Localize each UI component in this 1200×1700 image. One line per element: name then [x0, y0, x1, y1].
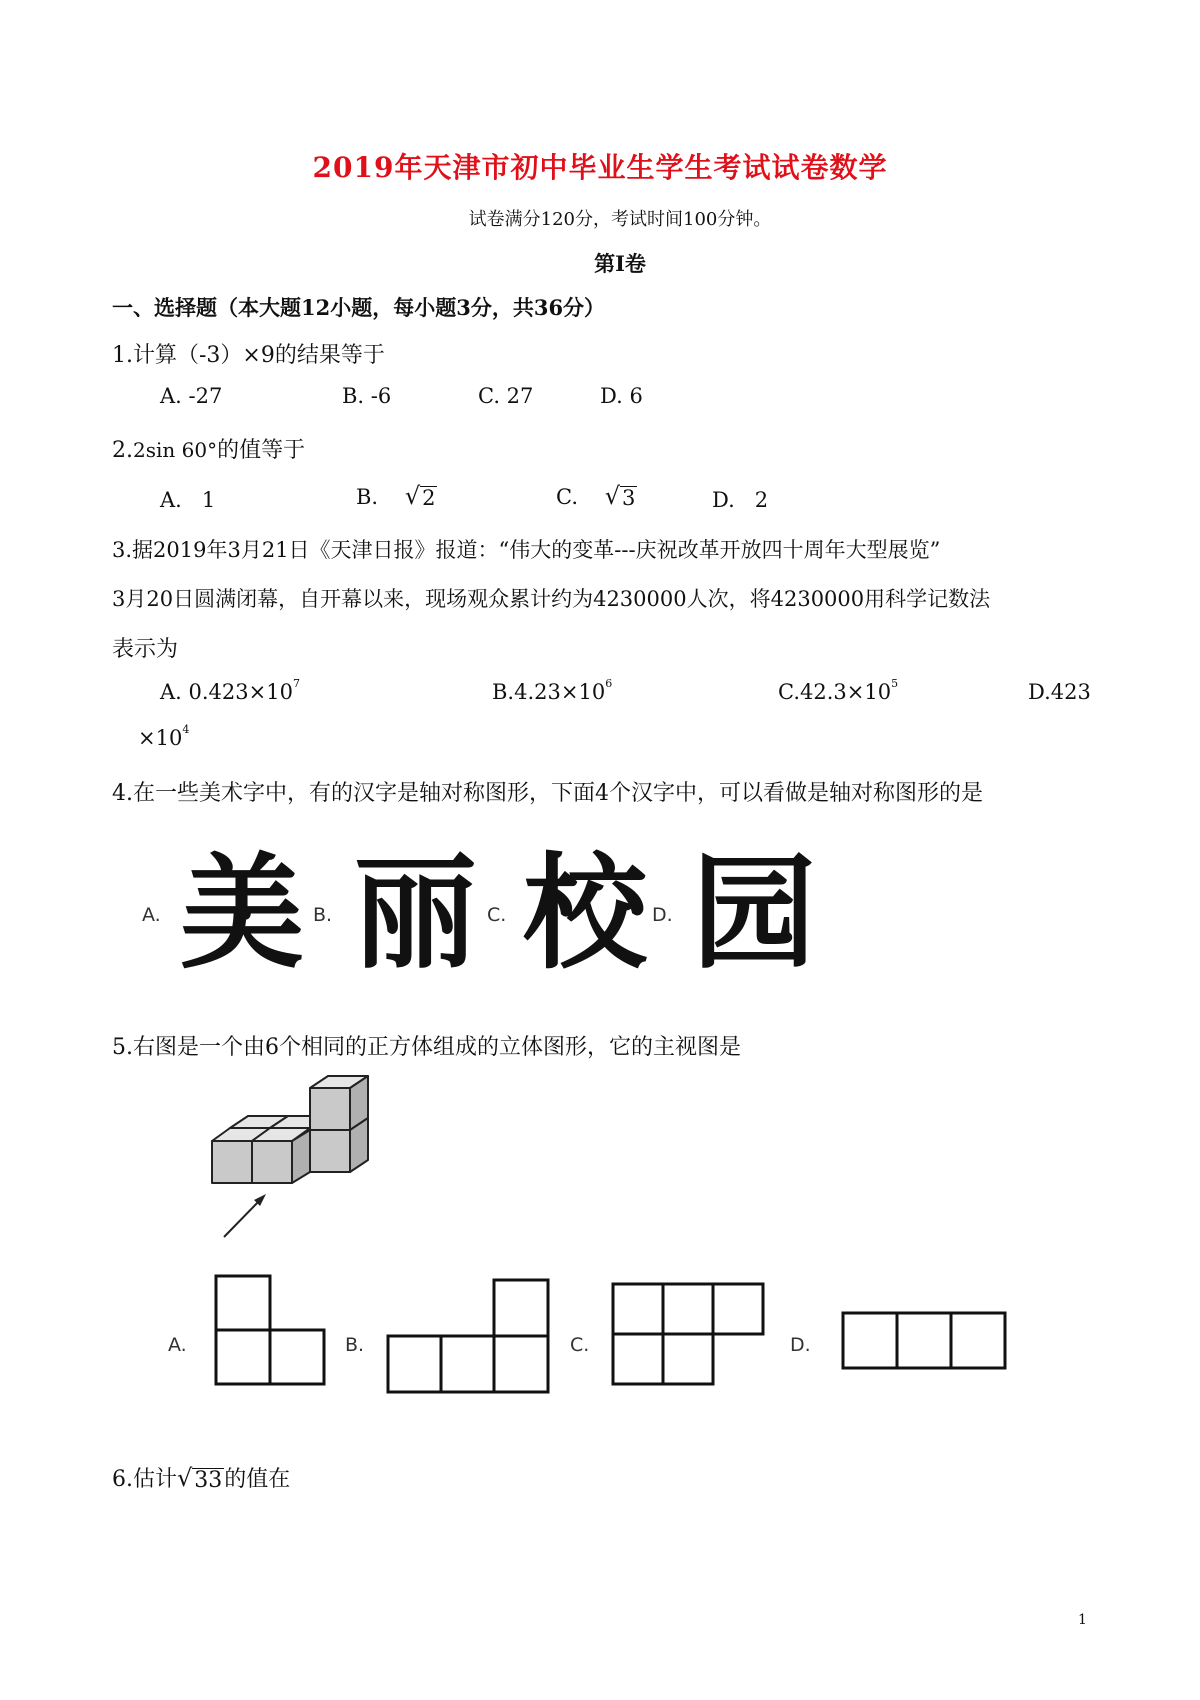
q2-option-d-label: D. — [712, 488, 735, 512]
q6-number: 6.估计 — [112, 1467, 177, 1492]
q6-sqrt: √ 33 — [177, 1464, 223, 1493]
q3-option-a-base: A. 0.423×10 — [160, 680, 293, 704]
q6-tail: 的值在 — [224, 1467, 291, 1492]
q3-option-b-exp: 6 — [605, 677, 613, 690]
q3-option-d-exp: 4 — [182, 723, 190, 736]
q5-option-b-figure — [386, 1278, 550, 1394]
question-3-line-1: 3.据2019年3月21日《天津日报》报道：“伟大的变革---庆祝改革开放四十周年大型展览” — [112, 538, 941, 562]
q5-label-d: D. — [790, 1334, 811, 1356]
q3-option-d: D.423 — [1028, 680, 1091, 704]
q2-option-a-label: A. — [160, 488, 182, 512]
q1-option-a: A. -27 — [160, 384, 223, 408]
q2-option-c-sqrt: √ 3 — [604, 482, 636, 510]
q2-option-c — [556, 484, 637, 510]
q3-option-d-base: ×10 — [138, 726, 183, 750]
q2-option-d — [712, 488, 768, 512]
q2-option-a — [160, 488, 215, 512]
q5-label-a: A. — [168, 1334, 187, 1356]
q3-option-d-continued — [138, 723, 190, 750]
q6-radicand: 33 — [194, 1468, 223, 1493]
question-5-stem: 5.右图是一个由6个相同的正方体组成的立体图形，它的主视图是 — [112, 1035, 741, 1060]
question-6-stem — [112, 1462, 290, 1493]
question-3-line-2: 3月20日圆满闭幕，自开幕以来，现场观众累计约为4230000人次，将4230000用科学记数法 — [112, 587, 991, 611]
q4-label-b: B. — [313, 904, 333, 926]
q4-label-a: A. — [142, 904, 161, 926]
q2-option-a-value: 1 — [201, 488, 216, 512]
page-number: 1 — [1078, 1612, 1087, 1628]
question-1-stem: 1.计算（-3）×9的结果等于 — [112, 343, 385, 368]
q3-option-a-exp: 7 — [292, 677, 300, 690]
q2-option-d-value: 2 — [754, 488, 769, 512]
question-2-stem — [112, 433, 305, 464]
exam-subtitle: 试卷满分120分，考试时间100分钟。 — [468, 209, 772, 230]
q2-expression: 2sin 60° — [133, 438, 218, 462]
exam-title: 2019年天津市初中毕业生学生考试试卷数学 — [312, 151, 888, 184]
q2-tail: 的值等于 — [217, 438, 306, 463]
section-heading: 一、选择题（本大题12小题，每小题3分，共36分） — [112, 295, 606, 320]
q3-option-c-base: C.42.3×10 — [778, 680, 892, 704]
q3-option-b-base: B.4.23×10 — [492, 680, 606, 704]
q2-option-c-value: 3 — [622, 486, 636, 510]
q2-option-b — [356, 484, 437, 510]
q4-label-d: D. — [652, 904, 673, 926]
q2-number: 2. — [112, 438, 133, 463]
q5-label-c: C. — [570, 1334, 590, 1356]
question-4-stem: 4.在一些美术字中，有的汉字是轴对称图形，下面4个汉字中，可以看做是轴对称图形的是 — [112, 781, 983, 806]
q4-char-b: 丽 — [353, 842, 478, 986]
q2-option-b-sqrt: √ 2 — [404, 482, 436, 510]
q1-option-b: B. -6 — [342, 384, 392, 408]
volume-label: 第I卷 — [594, 251, 646, 276]
q5-option-a-figure — [214, 1274, 326, 1386]
q2-option-b-label: B. — [356, 485, 379, 509]
q3-option-c — [778, 677, 899, 704]
q3-option-b — [492, 677, 613, 704]
q3-option-a — [160, 677, 300, 704]
q1-option-d: D. 6 — [600, 384, 643, 408]
q5-option-d-figure — [841, 1311, 1007, 1371]
q5-option-c-figure — [611, 1282, 767, 1388]
q4-label-c: C. — [487, 904, 507, 926]
q4-char-a: 美 — [180, 842, 305, 986]
q5-label-b: B. — [345, 1334, 365, 1356]
q4-char-d: 园 — [692, 842, 817, 986]
q2-option-c-label: C. — [556, 485, 578, 509]
question-3-line-3: 表示为 — [112, 637, 179, 662]
q4-char-c: 校 — [523, 842, 648, 986]
q2-option-b-value: 2 — [422, 486, 436, 510]
cube-stack-figure — [196, 1070, 396, 1260]
q1-option-c: C. 27 — [478, 384, 534, 408]
q3-option-c-exp: 5 — [891, 677, 899, 690]
